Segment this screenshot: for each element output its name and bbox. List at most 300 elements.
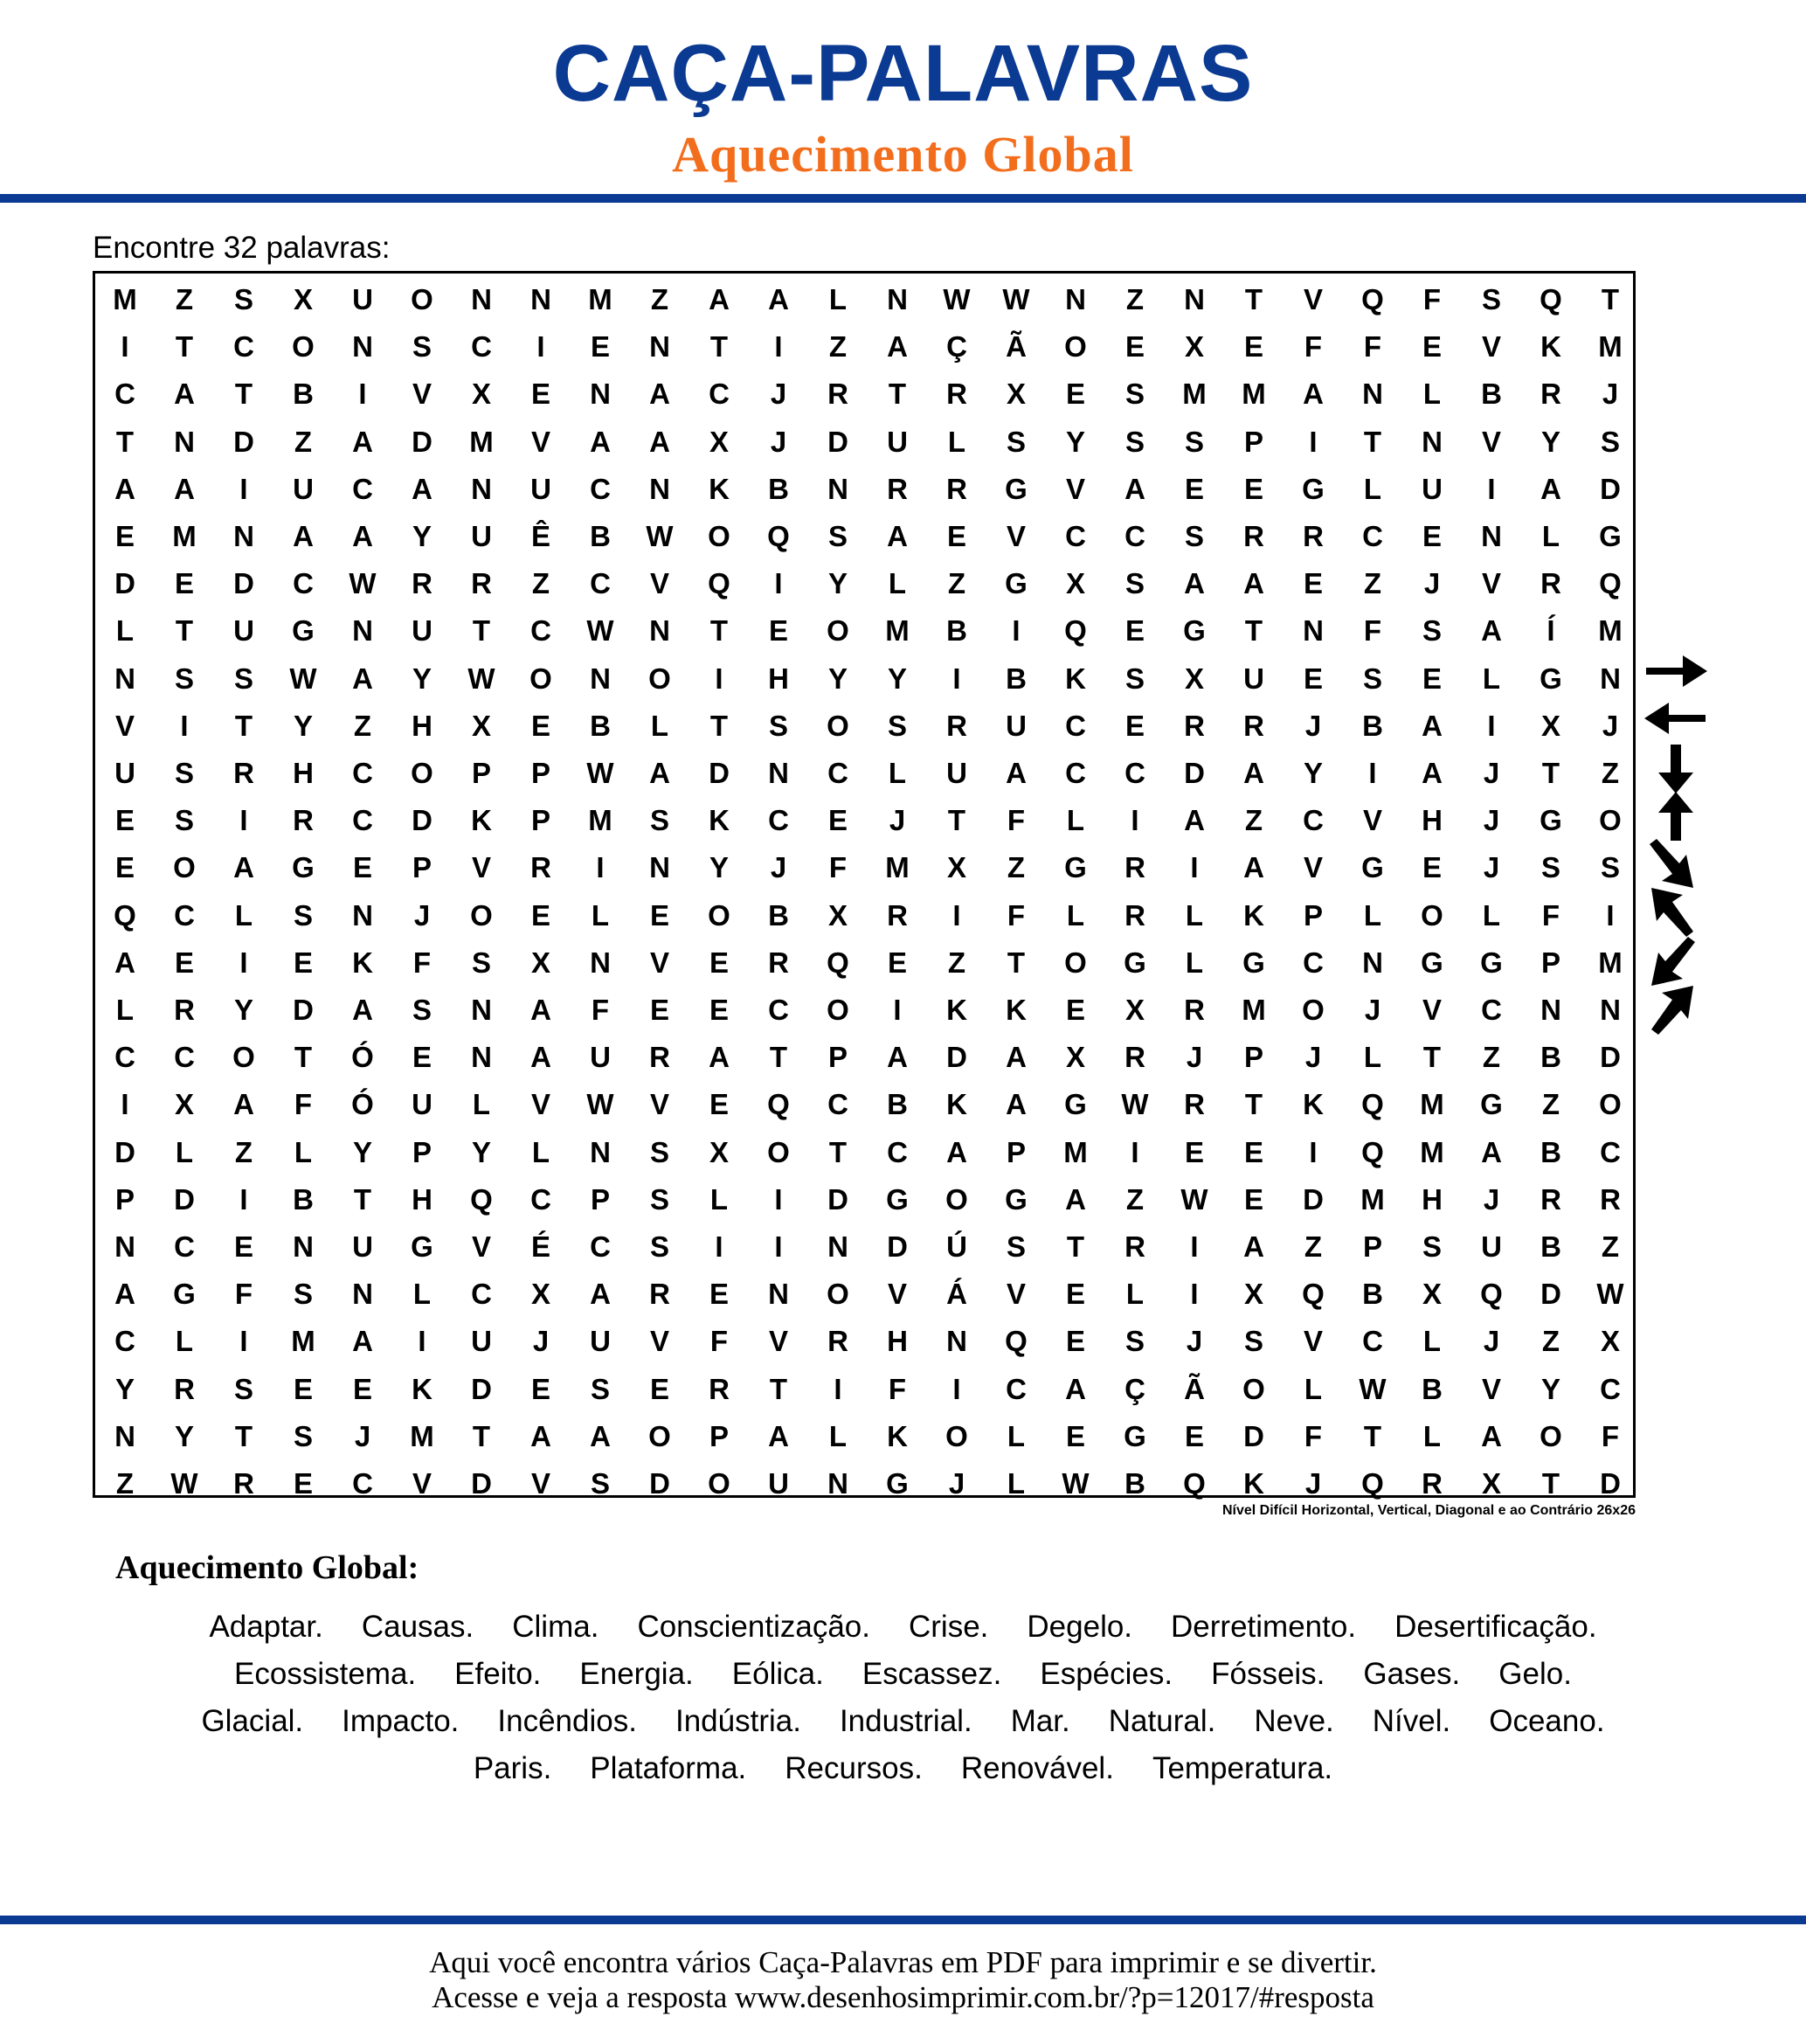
grid-letter[interactable]: B	[768, 472, 789, 505]
grid-letter[interactable]: A	[1124, 472, 1145, 505]
grid-letter[interactable]: Y	[1065, 425, 1085, 458]
grid-letter[interactable]: I	[1487, 709, 1496, 742]
grid-letter[interactable]: J	[1483, 1182, 1500, 1216]
grid-letter[interactable]: K	[709, 804, 730, 837]
grid-letter[interactable]: S	[412, 330, 432, 364]
grid-letter[interactable]: S	[1243, 1325, 1263, 1358]
grid-letter[interactable]: N	[1422, 425, 1443, 458]
grid-letter[interactable]: C	[293, 567, 314, 600]
grid-letter[interactable]: Q	[1361, 283, 1384, 315]
grid-letter[interactable]: A	[1184, 804, 1205, 837]
grid-letter[interactable]: I	[121, 1088, 129, 1121]
grid-letter[interactable]: M	[410, 1419, 434, 1452]
grid-letter[interactable]: K	[946, 994, 967, 1026]
grid-letter[interactable]: W	[289, 662, 317, 695]
grid-letter[interactable]: T	[1601, 283, 1620, 315]
grid-letter[interactable]: Q	[114, 898, 136, 932]
grid-letter[interactable]: K	[1243, 1467, 1264, 1500]
grid-letter[interactable]: L	[115, 614, 135, 648]
grid-letter[interactable]: D	[1600, 1467, 1621, 1500]
grid-letter[interactable]: S	[887, 709, 907, 742]
grid-letter[interactable]: C	[590, 472, 611, 505]
grid-letter[interactable]: L	[828, 283, 848, 315]
grid-letter[interactable]: N	[590, 946, 611, 979]
grid-letter[interactable]: V	[1362, 804, 1382, 837]
grid-letter[interactable]: Ç	[946, 330, 967, 364]
grid-letter[interactable]: Y	[412, 520, 432, 552]
grid-letter[interactable]: Z	[234, 1135, 253, 1168]
grid-letter[interactable]: T	[1066, 1230, 1085, 1263]
grid-letter[interactable]: D	[827, 425, 848, 458]
grid-letter[interactable]: A	[649, 757, 670, 789]
grid-letter[interactable]: N	[114, 662, 135, 695]
grid-letter[interactable]: Y	[1540, 425, 1560, 458]
grid-letter[interactable]: P	[1243, 425, 1263, 458]
grid-letter[interactable]: E	[1065, 994, 1085, 1026]
grid-letter[interactable]: E	[352, 851, 372, 884]
grid-letter[interactable]: N	[352, 1278, 373, 1311]
grid-letter[interactable]: A	[174, 378, 195, 411]
grid-letter[interactable]: C	[352, 472, 373, 505]
grid-letter[interactable]: T	[828, 1135, 848, 1168]
grid-letter[interactable]: L	[472, 1088, 491, 1121]
grid-letter[interactable]: J	[1304, 709, 1322, 742]
grid-letter[interactable]: M	[1063, 1135, 1088, 1168]
grid-letter[interactable]: S	[1124, 378, 1145, 411]
grid-letter[interactable]: C	[590, 1230, 611, 1263]
grid-letter[interactable]: G	[1064, 851, 1087, 884]
grid-letter[interactable]: S	[1006, 425, 1026, 458]
grid-letter[interactable]: Q	[1599, 567, 1622, 600]
grid-letter[interactable]: S	[1600, 851, 1620, 884]
grid-letter[interactable]: V	[1303, 1325, 1323, 1358]
grid-letter[interactable]: W	[1180, 1182, 1208, 1216]
grid-letter[interactable]: A	[1303, 378, 1324, 411]
grid-letter[interactable]: E	[1184, 472, 1204, 505]
grid-letter[interactable]: O	[1064, 946, 1087, 979]
grid-letter[interactable]: X	[1184, 330, 1204, 364]
grid-letter[interactable]: Z	[531, 567, 550, 600]
grid-letter[interactable]: Y	[1540, 1372, 1560, 1405]
grid-letter[interactable]: T	[353, 1182, 372, 1216]
grid-letter[interactable]: T	[1244, 614, 1263, 648]
grid-letter[interactable]: L	[947, 425, 966, 458]
grid-letter[interactable]: U	[1006, 709, 1027, 742]
grid-letter[interactable]: P	[827, 1041, 848, 1074]
grid-letter[interactable]: X	[709, 425, 729, 458]
grid-letter[interactable]: P	[1303, 898, 1323, 932]
grid-letter[interactable]: N	[1362, 946, 1383, 979]
grid-letter[interactable]: G	[1302, 472, 1325, 505]
grid-letter[interactable]: D	[114, 1135, 135, 1168]
grid-letter[interactable]: I	[893, 994, 902, 1026]
grid-letter[interactable]: P	[709, 1419, 729, 1452]
grid-letter[interactable]: Q	[708, 567, 730, 600]
grid-letter[interactable]: E	[1124, 330, 1145, 364]
grid-letter[interactable]: R	[1124, 1230, 1145, 1263]
grid-letter[interactable]: U	[1422, 472, 1443, 505]
grid-letter[interactable]: H	[768, 662, 789, 695]
grid-letter[interactable]: N	[352, 898, 373, 932]
grid-letter[interactable]: V	[1303, 851, 1323, 884]
grid-letter[interactable]: S	[293, 1419, 313, 1452]
grid-letter[interactable]: O	[708, 1467, 730, 1500]
grid-letter[interactable]: S	[412, 994, 432, 1026]
grid-letter[interactable]: S	[827, 520, 848, 552]
grid-letter[interactable]: A	[352, 425, 373, 458]
grid-letter[interactable]: V	[530, 1088, 550, 1121]
grid-letter[interactable]: A	[1184, 567, 1205, 600]
grid-letter[interactable]: L	[1007, 1467, 1026, 1500]
grid-letter[interactable]: D	[827, 1182, 848, 1216]
grid-letter[interactable]: W	[1121, 1088, 1149, 1121]
grid-letter[interactable]: L	[650, 709, 669, 742]
grid-letter[interactable]: P	[412, 1135, 432, 1168]
grid-letter[interactable]: Ó	[351, 1041, 374, 1074]
grid-letter[interactable]: B	[1540, 1230, 1561, 1263]
grid-letter[interactable]: A	[530, 1041, 551, 1074]
grid-letter[interactable]: C	[114, 1325, 135, 1358]
grid-letter[interactable]: T	[175, 330, 194, 364]
grid-letter[interactable]: J	[770, 378, 787, 411]
grid-letter[interactable]: N	[471, 994, 492, 1026]
grid-letter[interactable]: K	[352, 946, 373, 979]
grid-letter[interactable]: W	[467, 662, 495, 695]
grid-letter[interactable]: G	[886, 1182, 909, 1216]
grid-letter[interactable]: Y	[352, 1135, 372, 1168]
grid-letter[interactable]: X	[1540, 709, 1560, 742]
grid-letter[interactable]: S	[649, 804, 669, 837]
grid-letter[interactable]: C	[352, 804, 373, 837]
grid-letter[interactable]: X	[1124, 994, 1145, 1026]
grid-letter[interactable]: U	[590, 1325, 611, 1358]
grid-letter[interactable]: L	[1541, 520, 1560, 552]
grid-letter[interactable]: E	[114, 851, 135, 884]
grid-letter[interactable]: V	[1481, 330, 1501, 364]
grid-letter[interactable]: G	[1183, 614, 1206, 648]
grid-letter[interactable]: I	[774, 1230, 783, 1263]
grid-letter[interactable]: A	[233, 851, 254, 884]
grid-letter[interactable]: A	[352, 994, 373, 1026]
grid-letter[interactable]: I	[239, 1325, 248, 1358]
grid-letter[interactable]: K	[1065, 662, 1086, 695]
grid-letter[interactable]: T	[234, 378, 253, 411]
grid-letter[interactable]: L	[1125, 1278, 1145, 1311]
grid-letter[interactable]: J	[770, 425, 787, 458]
grid-letter[interactable]: C	[1362, 1325, 1383, 1358]
grid-letter[interactable]: F	[294, 1088, 313, 1121]
grid-letter[interactable]: Y	[114, 1372, 135, 1405]
grid-letter[interactable]: B	[293, 378, 314, 411]
grid-letter[interactable]: N	[1600, 662, 1621, 695]
grid-letter[interactable]: T	[175, 614, 194, 648]
grid-letter[interactable]: R	[233, 1467, 254, 1500]
grid-letter[interactable]: V	[530, 1467, 550, 1500]
grid-letter[interactable]: L	[1422, 1325, 1442, 1358]
grid-letter[interactable]: D	[293, 994, 314, 1026]
grid-letter[interactable]: E	[590, 330, 610, 364]
grid-letter[interactable]: P	[1006, 1135, 1026, 1168]
grid-letter[interactable]: C	[1600, 1135, 1621, 1168]
grid-letter[interactable]: N	[530, 283, 551, 315]
grid-letter[interactable]: A	[352, 662, 373, 695]
grid-letter[interactable]: L	[1363, 1041, 1382, 1074]
grid-letter[interactable]: D	[233, 567, 254, 600]
grid-letter[interactable]: V	[530, 425, 550, 458]
grid-letter[interactable]: O	[292, 330, 315, 364]
grid-letter[interactable]: J	[1483, 851, 1500, 884]
grid-letter[interactable]: X	[1243, 1278, 1263, 1311]
grid-letter[interactable]: Z	[947, 567, 966, 600]
grid-letter[interactable]: G	[1421, 946, 1443, 979]
grid-letter[interactable]: S	[1124, 1325, 1145, 1358]
grid-letter[interactable]: C	[352, 757, 373, 789]
grid-letter[interactable]: X	[471, 709, 491, 742]
grid-letter[interactable]: A	[1481, 614, 1502, 648]
grid-letter[interactable]: S	[293, 898, 313, 932]
grid-letter[interactable]: D	[471, 1372, 492, 1405]
grid-letter[interactable]: M	[1598, 946, 1623, 979]
grid-letter[interactable]: Ç	[1124, 1372, 1145, 1405]
grid-letter[interactable]: A	[649, 378, 670, 411]
grid-letter[interactable]: C	[174, 1041, 195, 1074]
grid-letter[interactable]: O	[1599, 1088, 1622, 1121]
grid-letter[interactable]: A	[1006, 1088, 1027, 1121]
grid-letter[interactable]: O	[945, 1182, 968, 1216]
grid-letter[interactable]: K	[1243, 898, 1264, 932]
grid-letter[interactable]: S	[1422, 1230, 1442, 1263]
grid-letter[interactable]: R	[412, 567, 432, 600]
grid-letter[interactable]: D	[471, 1467, 492, 1500]
grid-letter[interactable]: B	[590, 520, 611, 552]
grid-letter[interactable]: A	[768, 283, 789, 315]
grid-letter[interactable]: V	[471, 851, 491, 884]
grid-letter[interactable]: O	[529, 662, 552, 695]
grid-letter[interactable]: N	[114, 1230, 135, 1263]
grid-letter[interactable]: V	[1481, 1372, 1501, 1405]
grid-letter[interactable]: T	[1007, 946, 1026, 979]
grid-letter[interactable]: L	[412, 1278, 432, 1311]
grid-letter[interactable]: Ó	[351, 1088, 374, 1121]
grid-letter[interactable]: N	[471, 472, 492, 505]
grid-letter[interactable]: F	[234, 1278, 253, 1311]
grid-letter[interactable]: R	[827, 378, 848, 411]
grid-letter[interactable]: A	[293, 520, 314, 552]
grid-letter[interactable]: L	[1185, 898, 1204, 932]
grid-letter[interactable]: L	[234, 898, 253, 932]
grid-letter[interactable]: R	[233, 757, 254, 789]
grid-letter[interactable]: R	[530, 851, 551, 884]
grid-letter[interactable]: M	[588, 804, 612, 837]
grid-letter[interactable]: I	[774, 1182, 783, 1216]
grid-letter[interactable]: K	[709, 472, 730, 505]
grid-letter[interactable]: A	[352, 520, 373, 552]
grid-letter[interactable]: T	[709, 709, 729, 742]
grid-letter[interactable]: E	[709, 994, 729, 1026]
grid-letter[interactable]: K	[412, 1372, 432, 1405]
grid-letter[interactable]: F	[1541, 898, 1560, 932]
grid-letter[interactable]: Z	[1125, 1182, 1145, 1216]
grid-letter[interactable]: V	[1065, 472, 1085, 505]
footer-answer-link[interactable]: Acesse e veja a resposta www.desenhosimprimir.com.br/?p=12017/#resposta	[432, 1980, 1374, 2015]
grid-letter[interactable]: R	[174, 1372, 195, 1405]
grid-letter[interactable]: C	[1124, 520, 1145, 552]
grid-letter[interactable]: L	[1363, 898, 1382, 932]
grid-letter[interactable]: N	[174, 425, 195, 458]
grid-letter[interactable]: L	[175, 1325, 194, 1358]
grid-letter[interactable]: E	[1184, 1419, 1204, 1452]
grid-letter[interactable]: I	[358, 378, 367, 411]
grid-letter[interactable]: I	[239, 946, 248, 979]
grid-letter[interactable]: K	[946, 1088, 967, 1121]
grid-letter[interactable]: T	[234, 709, 253, 742]
grid-letter[interactable]: R	[1540, 567, 1561, 600]
grid-letter[interactable]: A	[887, 330, 908, 364]
grid-letter[interactable]: X	[1006, 378, 1026, 411]
grid-letter[interactable]: D	[412, 425, 432, 458]
grid-letter[interactable]: J	[1304, 1041, 1322, 1074]
grid-letter[interactable]: C	[768, 994, 789, 1026]
grid-letter[interactable]: A	[1422, 757, 1443, 789]
grid-letter[interactable]: K	[1006, 994, 1027, 1026]
grid-letter[interactable]: A	[233, 1088, 254, 1121]
grid-letter[interactable]: B	[1540, 1041, 1561, 1074]
grid-letter[interactable]: J	[948, 1467, 965, 1500]
grid-letter[interactable]: J	[1483, 1325, 1500, 1358]
grid-letter[interactable]: O	[1302, 994, 1325, 1026]
grid-letter[interactable]: Ã	[1006, 330, 1027, 364]
grid-letter[interactable]: G	[1005, 472, 1028, 505]
grid-letter[interactable]: N	[352, 614, 373, 648]
grid-letter[interactable]: I	[715, 662, 723, 695]
grid-letter[interactable]: T	[1244, 1088, 1263, 1121]
grid-letter[interactable]: E	[1422, 662, 1442, 695]
grid-letter[interactable]: N	[768, 757, 789, 789]
grid-letter[interactable]: R	[1124, 1041, 1145, 1074]
grid-letter[interactable]: O	[827, 709, 849, 742]
grid-letter[interactable]: J	[1483, 757, 1500, 789]
grid-letter[interactable]: A	[1481, 1419, 1502, 1452]
grid-letter[interactable]: S	[233, 1372, 253, 1405]
grid-letter[interactable]: E	[530, 709, 550, 742]
grid-letter[interactable]: N	[649, 472, 670, 505]
grid-letter[interactable]: G	[1124, 946, 1146, 979]
grid-letter[interactable]: A	[649, 425, 670, 458]
grid-letter[interactable]: D	[174, 1182, 195, 1216]
grid-letter[interactable]: G	[1480, 946, 1503, 979]
grid-letter[interactable]: S	[233, 662, 253, 695]
grid-letter[interactable]: O	[945, 1419, 968, 1452]
grid-letter[interactable]: W	[1062, 1467, 1090, 1500]
grid-letter[interactable]: Y	[887, 662, 907, 695]
grid-letter[interactable]: L	[175, 1135, 194, 1168]
grid-letter[interactable]: E	[1303, 567, 1323, 600]
grid-letter[interactable]: J	[1186, 1325, 1203, 1358]
grid-letter[interactable]: N	[471, 283, 492, 315]
grid-letter[interactable]: W	[1596, 1278, 1624, 1311]
grid-letter[interactable]: I	[1131, 1135, 1139, 1168]
grid-letter[interactable]: G	[1124, 1419, 1146, 1452]
grid-letter[interactable]: W	[943, 283, 971, 315]
grid-letter[interactable]: C	[590, 567, 611, 600]
grid-letter[interactable]: Y	[827, 567, 848, 600]
grid-letter[interactable]: O	[1540, 1419, 1562, 1452]
grid-letter[interactable]: V	[768, 1325, 788, 1358]
grid-letter[interactable]: U	[768, 1467, 789, 1500]
grid-letter[interactable]: V	[649, 567, 669, 600]
grid-letter[interactable]: I	[536, 330, 545, 364]
grid-letter[interactable]: C	[827, 1088, 848, 1121]
grid-letter[interactable]: Y	[471, 1135, 491, 1168]
grid-letter[interactable]: B	[1006, 662, 1027, 695]
grid-letter[interactable]: C	[530, 1182, 551, 1216]
grid-letter[interactable]: C	[709, 378, 730, 411]
grid-letter[interactable]: S	[649, 1230, 669, 1263]
grid-letter[interactable]: T	[769, 1372, 788, 1405]
grid-letter[interactable]: N	[471, 1041, 492, 1074]
grid-letter[interactable]: A	[1422, 709, 1443, 742]
grid-letter[interactable]: T	[709, 614, 729, 648]
grid-letter[interactable]: Z	[1541, 1088, 1560, 1121]
grid-letter[interactable]: Z	[353, 709, 372, 742]
grid-letter[interactable]: A	[352, 1325, 373, 1358]
grid-letter[interactable]: X	[293, 283, 313, 315]
grid-letter[interactable]: G	[1005, 567, 1028, 600]
grid-letter[interactable]: X	[709, 1135, 729, 1168]
grid-letter[interactable]: A	[946, 1135, 967, 1168]
grid-letter[interactable]: M	[588, 283, 612, 315]
grid-letter[interactable]: F	[1601, 1419, 1620, 1452]
grid-letter[interactable]: A	[590, 425, 611, 458]
grid-letter[interactable]: D	[114, 567, 135, 600]
grid-letter[interactable]: I	[1131, 804, 1139, 837]
grid-letter[interactable]: L	[1422, 1419, 1442, 1452]
grid-letter[interactable]: B	[1362, 709, 1383, 742]
grid-letter[interactable]: I	[1309, 425, 1318, 458]
grid-letter[interactable]: K	[887, 1419, 908, 1452]
grid-letter[interactable]: N	[946, 1325, 967, 1358]
grid-letter[interactable]: O	[470, 898, 493, 932]
grid-letter[interactable]: O	[1599, 804, 1622, 837]
grid-letter[interactable]: N	[1362, 378, 1383, 411]
grid-letter[interactable]: L	[888, 567, 907, 600]
grid-letter[interactable]: D	[1303, 1182, 1324, 1216]
grid-letter[interactable]: Z	[1601, 1230, 1620, 1263]
grid-letter[interactable]: E	[1243, 1135, 1263, 1168]
grid-letter[interactable]: D	[412, 804, 432, 837]
grid-letter[interactable]: U	[352, 1230, 373, 1263]
grid-letter[interactable]: F	[1304, 330, 1323, 364]
grid-letter[interactable]: G	[1599, 520, 1622, 552]
grid-letter[interactable]: X	[827, 898, 848, 932]
grid-letter[interactable]: E	[709, 1278, 729, 1311]
grid-letter[interactable]: A	[174, 472, 195, 505]
grid-letter[interactable]: E	[1124, 709, 1145, 742]
grid-letter[interactable]: H	[412, 709, 432, 742]
grid-letter[interactable]: E	[530, 898, 550, 932]
grid-letter[interactable]: M	[113, 283, 137, 315]
grid-letter[interactable]: O	[411, 757, 433, 789]
grid-letter[interactable]: E	[114, 804, 135, 837]
grid-letter[interactable]: E	[1243, 1182, 1263, 1216]
grid-letter[interactable]: V	[412, 378, 432, 411]
grid-letter[interactable]: E	[174, 946, 194, 979]
grid-letter[interactable]: M	[885, 614, 910, 648]
grid-letter[interactable]: X	[1600, 1325, 1620, 1358]
grid-letter[interactable]: N	[293, 1230, 314, 1263]
grid-letter[interactable]: Q	[827, 946, 849, 979]
grid-letter[interactable]: E	[530, 378, 550, 411]
